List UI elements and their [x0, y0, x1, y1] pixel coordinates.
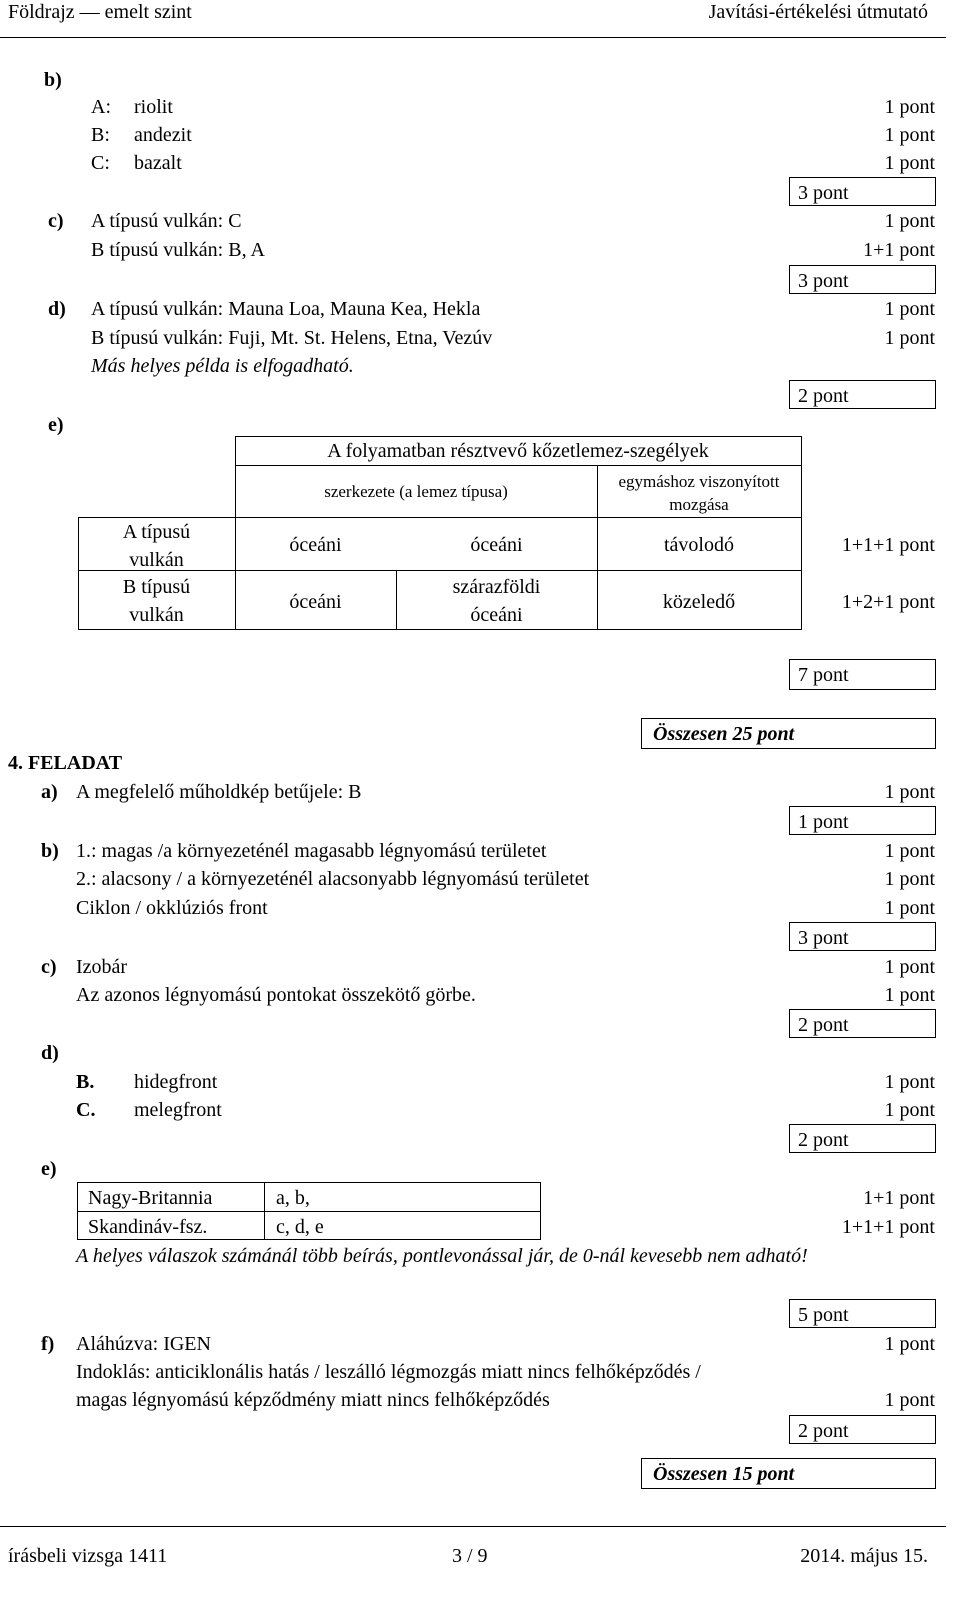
- row2-points: 1+2+1 pont: [841, 591, 935, 613]
- s3-sum-box: [641, 718, 936, 749]
- s4-b-total-box: [789, 922, 936, 951]
- s4-c-line2: Az azonos légnyomású pontokat összekötő görbe.: [76, 984, 476, 1006]
- table-bottom-rule: [78, 629, 802, 630]
- s3-d-pts2: 1 pont: [884, 327, 935, 349]
- s3-c-pts2: 1+1 pont: [863, 239, 935, 261]
- s4-a-total-box: [789, 806, 936, 835]
- s3-c-label: c): [48, 210, 64, 232]
- e-table-divider: [264, 1182, 265, 1240]
- s4-d-pts-b: 1 pont: [884, 1071, 935, 1093]
- e-table-left: [77, 1182, 78, 1240]
- s4-b-line1: 1.: magas /a környezeténél magasabb légnyomású területet: [76, 840, 547, 862]
- footer-page: 3 / 9: [452, 1545, 488, 1567]
- s3-b-text-a: riolit: [134, 96, 173, 118]
- table-col2-header: egymáshoz viszonyított mozgása: [618, 472, 780, 514]
- s4-d-total: 2 pont: [798, 1129, 849, 1151]
- e-table-bottom: [77, 1239, 541, 1240]
- footer-right: 2014. május 15.: [800, 1545, 928, 1567]
- s4-title: 4. FELADAT: [8, 752, 123, 774]
- s3-d-label: d): [48, 298, 66, 320]
- s3-c-line2: B típusú vulkán: B, A: [91, 239, 265, 261]
- s4-d-text-b: hidegfront: [134, 1071, 218, 1093]
- s3-b-pts-a: 1 pont: [884, 96, 935, 118]
- s4-f-line3: magas légnyomású képződmény miatt nincs felhőképződés: [76, 1389, 550, 1411]
- s4-e-note: A helyes válaszok számánál több beírás, pontlevonással jár, de 0-nál kevesebb nem adható!: [76, 1245, 808, 1267]
- header-rule: [0, 37, 946, 38]
- s3-b-letter-c: C:: [91, 152, 110, 174]
- e-row2-val: c, d, e: [276, 1216, 324, 1238]
- footer-left: írásbeli vizsga 1411: [8, 1545, 168, 1567]
- s4-b-pts3: 1 pont: [884, 897, 935, 919]
- s4-d-total-box: [789, 1124, 936, 1153]
- s4-d-label: d): [41, 1042, 59, 1064]
- row1-label: A típusú vulkán: [122, 521, 191, 571]
- e-row1-val: a, b,: [276, 1187, 310, 1209]
- s3-c-line1: A típusú vulkán: C: [91, 210, 242, 232]
- s3-c-pts1: 1 pont: [884, 210, 935, 232]
- s4-c-line1: Izobár: [76, 956, 128, 978]
- footer-rule: [0, 1526, 946, 1527]
- s3-d-note: Más helyes példa is elfogadható.: [91, 355, 354, 377]
- s4-b-pts2: 1 pont: [884, 868, 935, 890]
- table-title-rule: [235, 465, 802, 466]
- s4-b-pts1: 1 pont: [884, 840, 935, 862]
- s4-e-table: [77, 1182, 541, 1240]
- e-table-mid: [77, 1211, 541, 1212]
- s4-c-pts1: 1 pont: [884, 956, 935, 978]
- row2-move: közeledő: [662, 591, 736, 613]
- s3-b-text-c: bazalt: [134, 152, 182, 174]
- table-right-rule: [801, 436, 802, 630]
- s3-b-letter-b: B:: [91, 124, 110, 146]
- s4-b-label: b): [41, 840, 59, 862]
- s4-a-text: A megfelelő műholdkép betűjele: B: [76, 781, 362, 803]
- s3-e-total-box: [789, 659, 936, 690]
- row2-a: óceáni: [289, 591, 342, 613]
- s3-d-line1: A típusú vulkán: Mauna Loa, Mauna Kea, Hekla: [91, 298, 481, 320]
- e-row2-country: Skandináv-fsz.: [88, 1216, 208, 1238]
- s3-e-total: 7 pont: [798, 664, 849, 686]
- s4-b-total: 3 pont: [798, 927, 849, 949]
- row1-points: 1+1+1 pont: [841, 534, 935, 556]
- s3-c-total-box: [789, 265, 936, 294]
- s4-e-label: e): [41, 1158, 57, 1180]
- row2-label: B típusú vulkán: [122, 576, 191, 626]
- s3-b-pts-c: 1 pont: [884, 152, 935, 174]
- table-top-rule: [235, 436, 802, 437]
- s3-e-label: e): [48, 414, 64, 436]
- s3-d-total: 2 pont: [798, 385, 849, 407]
- s3-b-total: 3 pont: [798, 182, 849, 204]
- s3-c-total: 3 pont: [798, 270, 849, 292]
- s3-b-text-b: andezit: [134, 124, 192, 146]
- s4-d-letter-c: C.: [76, 1099, 96, 1121]
- s4-f-line1: Aláhúzva: IGEN: [76, 1333, 211, 1355]
- s4-a-label: a): [41, 781, 58, 803]
- row1-a: óceáni: [289, 534, 342, 556]
- s3-b-letter-a: A:: [91, 96, 111, 118]
- s4-f-pts1: 1 pont: [884, 1333, 935, 1355]
- e-table-right: [540, 1182, 541, 1240]
- header-left: Földrajz — emelt szint: [8, 1, 192, 23]
- s3-b-pts-b: 1 pont: [884, 124, 935, 146]
- s3-b-label: b): [44, 69, 62, 91]
- s4-b-line2: 2.: alacsony / a környezeténél alacsonyabb légnyomású területet: [76, 868, 590, 890]
- s3-d-total-box: [789, 380, 936, 409]
- s4-a-total: 1 pont: [798, 811, 849, 833]
- s4-sum-box: [641, 1458, 936, 1489]
- s3-b-total-box: [789, 177, 936, 206]
- s4-c-total-box: [789, 1009, 936, 1038]
- s3-d-line2: B típusú vulkán: Fuji, Mt. St. Helens, Etna, Vezúv: [91, 327, 493, 349]
- header-right: Javítási-értékelési útmutató: [708, 1, 928, 23]
- s4-f-total: 2 pont: [798, 1420, 849, 1442]
- table-col1-header: szerkezete (a lemez típusa): [324, 482, 508, 501]
- s4-e-total: 5 pont: [798, 1304, 849, 1326]
- s4-c-pts2: 1 pont: [884, 984, 935, 1006]
- s3-d-pts1: 1 pont: [884, 298, 935, 320]
- e-table-top: [77, 1182, 541, 1183]
- e-row1-points: 1+1 pont: [863, 1187, 935, 1209]
- plate-table: [78, 436, 802, 630]
- s3-sum: Összesen 25 pont: [653, 723, 795, 745]
- s4-f-pts3: 1 pont: [884, 1389, 935, 1411]
- row1-move: távolodó: [664, 534, 734, 556]
- e-row1-country: Nagy-Britannia: [88, 1187, 213, 1209]
- s4-c-label: c): [41, 956, 57, 978]
- s4-f-label: f): [41, 1333, 55, 1355]
- s4-a-pts: 1 pont: [884, 781, 935, 803]
- s4-c-total: 2 pont: [798, 1014, 849, 1036]
- row1-b: óceáni: [470, 534, 523, 556]
- e-row2-points: 1+1+1 pont: [841, 1216, 935, 1238]
- s4-d-letter-b: B.: [76, 1071, 95, 1093]
- s4-b-line3: Ciklon / okklúziós front: [76, 897, 268, 919]
- s4-f-line2: Indoklás: anticiklonális hatás / leszálló légmozgás miatt nincs felhőképződés /: [76, 1361, 701, 1383]
- s4-f-total-box: [789, 1415, 936, 1444]
- row2-b: szárazföldi óceáni: [452, 576, 541, 626]
- s4-e-total-box: [789, 1299, 936, 1328]
- table-title: A folyamatban résztvevő kőzetlemez-szegélyek: [327, 440, 709, 462]
- s4-d-text-c: melegfront: [134, 1099, 222, 1121]
- s4-d-pts-c: 1 pont: [884, 1099, 935, 1121]
- s4-sum: Összesen 15 pont: [653, 1463, 795, 1485]
